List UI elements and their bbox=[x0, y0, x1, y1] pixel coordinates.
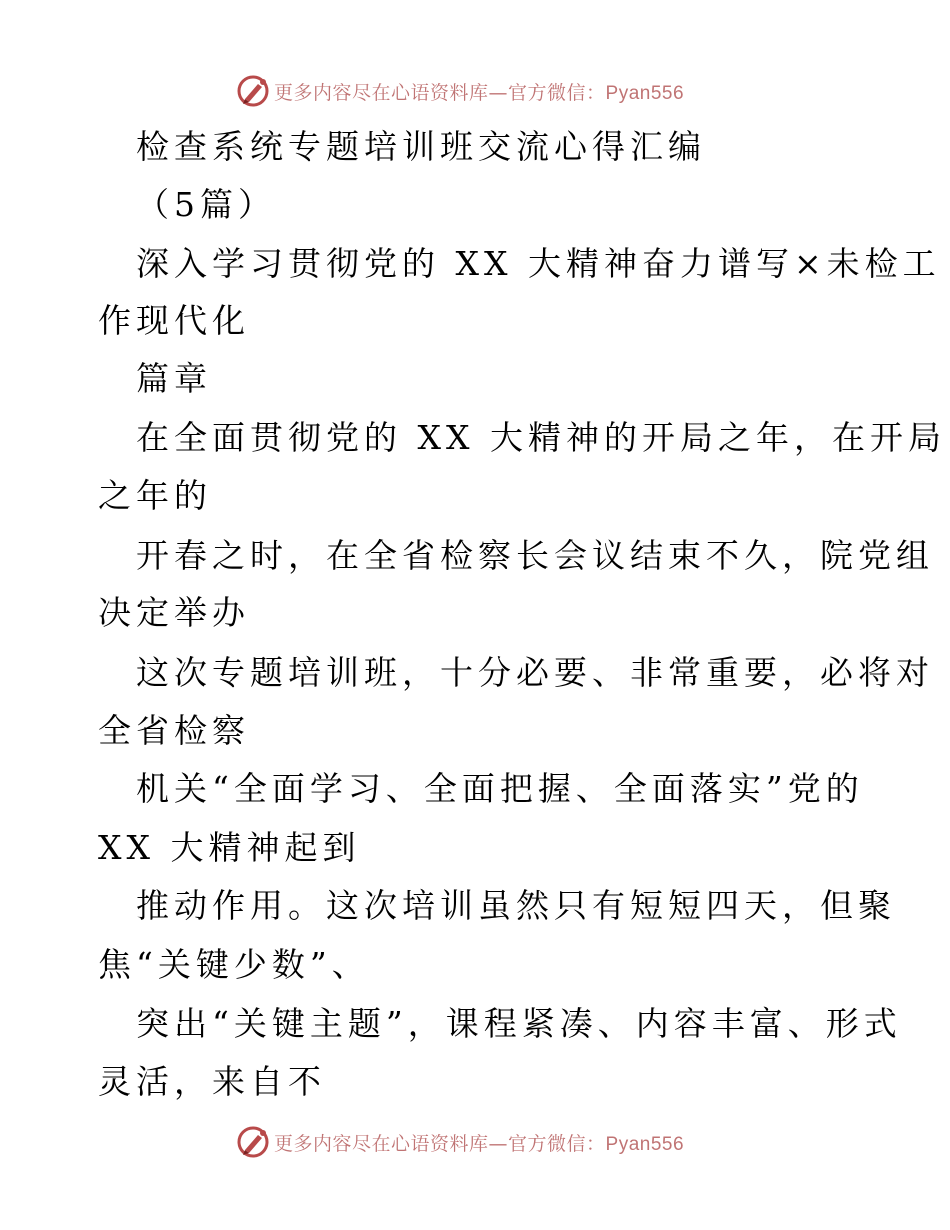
paragraph-line: 这次专题培训班，十分必要、非常重要，必将对 bbox=[136, 653, 934, 692]
paragraph-line: 机关“全面学习、全面把握、全面落实”党的 bbox=[136, 769, 864, 808]
watermark-brand: 更多内容尽在心语资料库 bbox=[274, 81, 489, 104]
paragraph-line: 决定举办 bbox=[98, 593, 250, 632]
paragraph-line: XX 大精神起到 bbox=[98, 828, 361, 867]
watermark-separator: — bbox=[488, 1132, 509, 1155]
watermark-wechat-label: 官方微信： bbox=[508, 1132, 606, 1155]
footer-watermark bbox=[236, 1124, 684, 1160]
watermark-text bbox=[274, 1129, 684, 1156]
paragraph-line: 开春之时，在全省检察长会议结束不久，院党组 bbox=[136, 536, 934, 575]
paragraph-line: 全省检察 bbox=[98, 711, 250, 750]
paragraph-line: 突出“关键主题”，课程紧凑、内容丰富、形式 bbox=[136, 1004, 902, 1043]
pen-in-circle-icon bbox=[236, 1125, 270, 1159]
watermark-handle: Pyan556 bbox=[605, 82, 685, 104]
paragraph-line: 深入学习贯彻党的 XX 大精神奋力谱写×未检工 bbox=[136, 244, 941, 283]
paragraph-line: 之年的 bbox=[98, 476, 212, 515]
paragraph-line: 在全面贯彻党的 XX 大精神的开局之年，在开局 bbox=[136, 418, 946, 457]
watermark-wechat-label: 官方微信： bbox=[508, 81, 606, 104]
paragraph-line: 焦“关键少数”、 bbox=[98, 945, 370, 984]
paragraph-line: 灵活，来自不 bbox=[98, 1062, 326, 1101]
watermark-handle: Pyan556 bbox=[605, 1133, 685, 1155]
watermark-brand: 更多内容尽在心语资料库 bbox=[274, 1132, 489, 1155]
watermark-text bbox=[274, 78, 684, 105]
document-title: 检查系统专题培训班交流心得汇编 bbox=[136, 127, 706, 166]
paragraph-line: 推动作用。这次培训虽然只有短短四天，但聚 bbox=[136, 886, 896, 925]
document-subtitle: （5篇） bbox=[136, 185, 276, 224]
watermark-separator: — bbox=[488, 81, 509, 104]
header-watermark bbox=[236, 73, 684, 109]
paragraph-line: 作现代化 bbox=[98, 301, 250, 340]
paragraph-line: 篇章 bbox=[136, 359, 212, 398]
pen-in-circle-icon bbox=[236, 74, 270, 108]
